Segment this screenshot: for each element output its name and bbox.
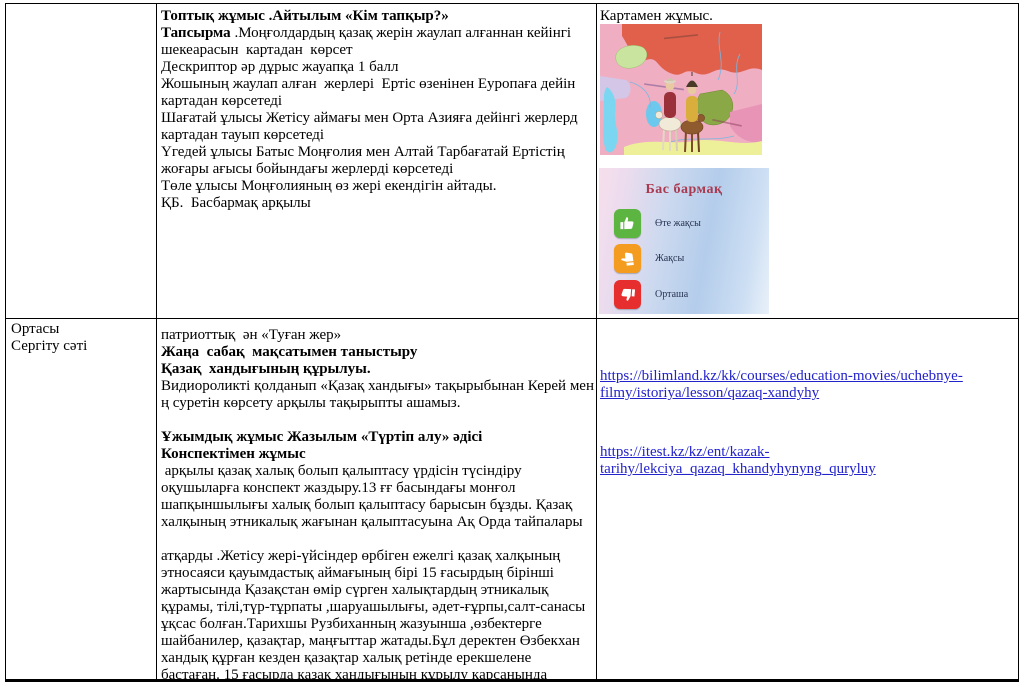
text-line: filmy/istoriya/lesson/qazaq-xandyhy bbox=[600, 385, 820, 401]
text-line bbox=[161, 412, 595, 429]
text-line: шапқыншылығы халық болып қалыптасу барысын бұзды. Қазақ bbox=[161, 497, 573, 513]
text-line: Тапсырма .Моңғолдардың қазақ жерін жаулап алғаннан кейінгі bbox=[161, 25, 572, 41]
text-line: бастаған. 15 ғасырда қазақ хандығының құрылу қарсаңында bbox=[161, 667, 548, 682]
text-line: Видиороликті қолданып «Қазақ хандығы» тақырыбынан Керей мен bbox=[161, 378, 594, 394]
bilimland-link[interactable] bbox=[600, 368, 963, 402]
text-line: картадан тауып көрсетеді bbox=[161, 127, 325, 143]
text-line: шекеарасын картадан көрсет bbox=[161, 42, 353, 58]
text-line: жоғары ағысы бойындағы жерлерді көрсетеді bbox=[161, 161, 454, 177]
text-line: хандық құрған кезден қазақтар халық ретінде ерекшелене bbox=[161, 650, 532, 666]
column-divider-1 bbox=[156, 4, 157, 679]
column-divider-2 bbox=[596, 4, 597, 679]
text-line: Конспектімен жұмыс bbox=[161, 446, 306, 462]
text-line: Сергіту сәті bbox=[11, 338, 88, 354]
feedback-panel-title: Бас бармақ bbox=[645, 182, 723, 197]
thumb-up-icon bbox=[614, 209, 641, 238]
itest-link[interactable] bbox=[600, 444, 876, 478]
lesson-body-text bbox=[161, 327, 595, 682]
text-line: картадан көрсетеді bbox=[161, 93, 283, 109]
historical-map-image bbox=[600, 24, 762, 155]
row-divider bbox=[6, 318, 1018, 319]
thumb-down-icon bbox=[614, 280, 641, 309]
text-line: этносаяси қауымдастық аймағының бірі 15 ғасырдың бірінші bbox=[161, 565, 554, 581]
text-line: Үгедей ұлысы Батыс Моңғолия мен Алтай Тарбағатай Ертістің bbox=[161, 144, 565, 160]
lesson-plan-table bbox=[5, 3, 1019, 682]
stage-label bbox=[11, 321, 155, 355]
text-line: Топтық жұмыс .Айтылым «Кім тапқыр?» bbox=[161, 8, 449, 24]
text-line: tarihy/lekciya_qazaq_khandyhynyng_quryluy bbox=[600, 461, 876, 477]
text-line: жартысында Қазақстан өмір сүрген халықтардың этникалық bbox=[161, 582, 549, 598]
text-line: https://itest.kz/kz/ent/kazak- bbox=[600, 444, 770, 460]
text-line: Қазақ хандығының құрылуы. bbox=[161, 361, 371, 377]
text-line: шайбанилер, қазақтар, маңғыттар жатады.Бұл деректен Өзбекхан bbox=[161, 633, 580, 649]
text-line: арқылы қазақ халық болып қалыптасу үрдісін түсіндіру bbox=[161, 463, 522, 479]
text-line: халқының этникалық жағынан қалыптасуына Ақ Орда тайпалары bbox=[161, 514, 583, 530]
group-work-task-text bbox=[161, 8, 595, 212]
text-line: ҚБ. Басбармақ арқылы bbox=[161, 195, 311, 211]
text-line: https://bilimland.kz/kk/courses/education-movies/uchebnye- bbox=[600, 368, 963, 384]
feedback-label: Орташа bbox=[655, 288, 689, 300]
feedback-item bbox=[614, 279, 688, 309]
feedback-item bbox=[614, 208, 701, 238]
feedback-label: Өте жақсы bbox=[655, 217, 701, 229]
text-line: Төле ұлысы Моңғолияның өз жері екендігін айтады. bbox=[161, 178, 497, 194]
text-line: Жаңа сабақ мақсатымен таныстыру bbox=[161, 344, 418, 360]
text-line: құрамы, тілі,түр-тұрпаты ,шаруашылығы, әдет-ғұрпы,салт-санасы bbox=[161, 599, 586, 615]
thumb-side-icon bbox=[614, 244, 641, 273]
text-line: Ұжымдық жұмыс Жазылым «Түртіп алу» әдісі bbox=[161, 429, 483, 445]
text-line bbox=[161, 531, 595, 548]
text-line: ұқсас болған.Тарихшы Рузбиханның жазуынша ,өзбектерге bbox=[161, 616, 542, 632]
feedback-label: Жақсы bbox=[655, 253, 685, 264]
text-line: Дескриптор әр дұрыс жауапқа 1 балл bbox=[161, 59, 399, 75]
text-line: ң суретін көрсету арқылы тақырыпты ашамыз. bbox=[161, 395, 461, 411]
map-work-label: Картамен жұмыс. bbox=[600, 8, 713, 24]
text-line: патриоттық ән «Туған жер» bbox=[161, 327, 342, 343]
text-line: Шағатай ұлысы Жетісу аймағы мен Орта Азияға дейінгі жерлерд bbox=[161, 110, 578, 126]
text-line: атқарды .Жетісу жері-үйсіндер өрбіген ежелгі қазақ халқының bbox=[161, 548, 561, 564]
feedback-item bbox=[614, 244, 684, 274]
text-line: оқушыларға конспект жаздыру.13 ғғ басындағы монғол bbox=[161, 480, 516, 496]
text-line: Ортасы bbox=[11, 321, 60, 337]
text-line: Жошының жаулап алған жерлері Ертіс өзенінен Еуропаға дейін bbox=[161, 76, 576, 92]
thumb-feedback-panel bbox=[599, 168, 769, 314]
